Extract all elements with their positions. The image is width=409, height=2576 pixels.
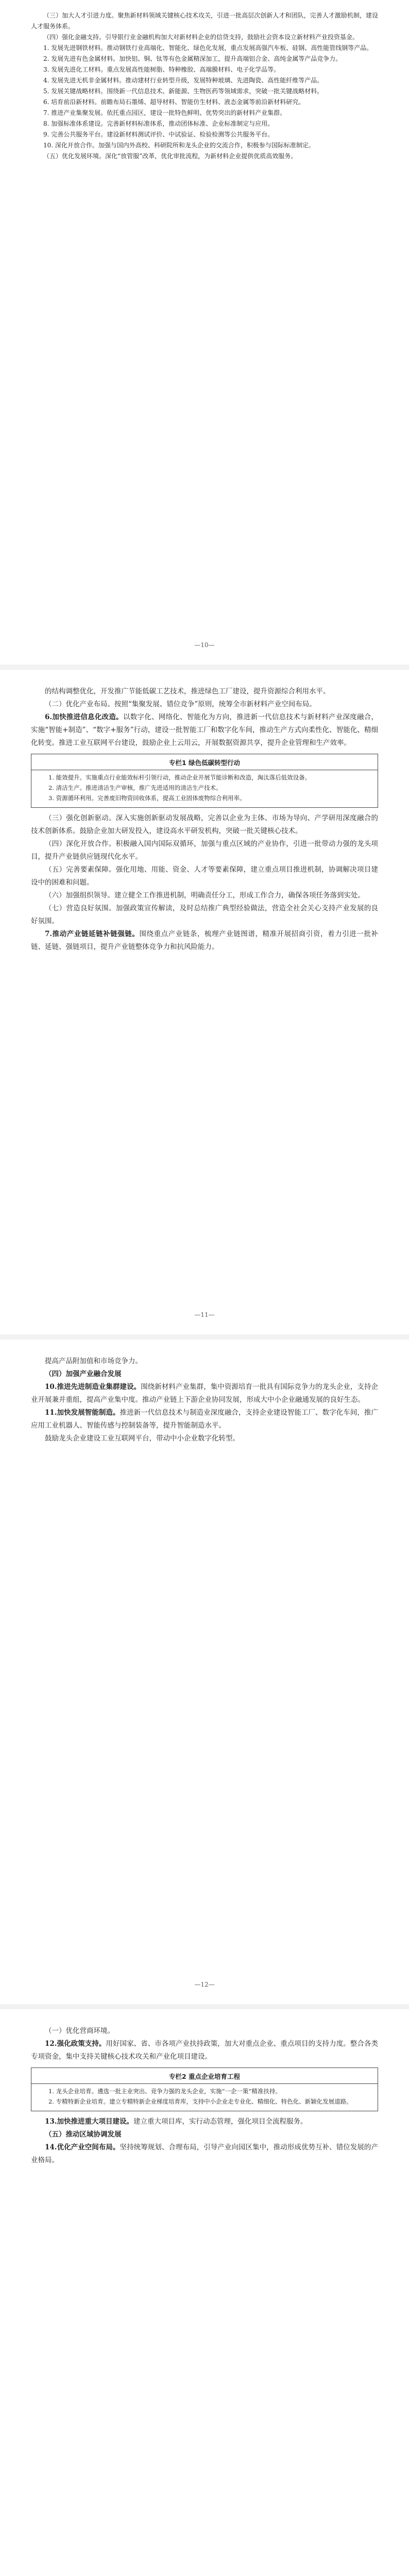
page-content xyxy=(31,1355,378,1445)
paragraph-lead: 13.加快推进重大项目建设。 xyxy=(45,2117,133,2126)
paragraph-text: 以数字化、网络化、智能化为方向，推进新一代信息技术与新材料产业深度融合，实施“智能+制造”、“数字+服务”行动，建设一批智能工厂和数字化车间，推动生产方式向柔性化、智能化、精细化转变。推进工业互联网平台建设，鼓励企业上云用云，开展数据资源共享，提升企业管理和生产效率。 xyxy=(31,713,379,747)
page-content xyxy=(31,685,378,954)
paragraph xyxy=(31,2115,378,2128)
paragraph: 9. 完善公共服务平台。建设新材料测试评价、中试验证、检验检测等公共服务平台。 xyxy=(43,131,274,138)
paragraph: 3. 发展先进化工材料。重点发展高性能树脂、特种橡胶、高端膜材料、电子化学品等。 xyxy=(43,66,280,73)
paragraph-text: 推进新一代信息技术与制造业深度融合，支持企业建设智能工厂、数字化车间，推广应用工业机器人、智能传感与控制装备等，提升智能制造水平。 xyxy=(31,1409,378,1430)
paragraph: （一）优化营商环境。 xyxy=(45,2027,114,2035)
section-heading: （四）加强产业融合发展 xyxy=(45,1370,122,1378)
paragraph xyxy=(31,1381,378,1406)
box-item: 1. 能效提升。实施重点行业能效标杆引领行动，推动企业开展节能诊断和改造，淘汰落后低效设备。 xyxy=(48,774,311,781)
paragraph xyxy=(31,928,378,954)
paragraph: （七）营造良好氛围。加强政策宣传解读，及时总结推广典型经验做法，营造全社会关心支持产业发展的良好氛围。 xyxy=(31,904,378,925)
paragraph: 2. 发展先进有色金属材料。加快铝、铜、钛等有色金属精深加工，提升高端铝合金、高纯金属等产品竞争力。 xyxy=(43,55,342,62)
box-item: 1. 龙头企业培育。遴选一批主业突出、竞争力强的龙头企业，实施“一企一策”精准扶持。 xyxy=(48,2088,281,2095)
page-content xyxy=(31,10,378,162)
page-number: —12— xyxy=(194,1981,215,1988)
paragraph: 1. 发展先进钢铁材料。推动钢铁行业高端化、智能化、绿色化发展，重点发展高强汽车板、硅钢、高性能管线钢等产品。 xyxy=(43,44,373,52)
paragraph: （六）加强组织领导。建立健全工作推进机制，明确责任分工，形成工作合力，确保各项任务落到实处。 xyxy=(45,891,365,900)
page-content xyxy=(31,2025,378,2167)
box-item: 2. 专精特新企业培育。建立专精特新企业梯度培育库，支持中小企业走专业化、精细化、特色化、新颖化发展道路。 xyxy=(48,2098,352,2105)
page-number: —11— xyxy=(194,1311,215,1318)
paragraph: 10. 深化开放合作。加强与国内外高校、科研院所和龙头企业的交流合作，积极参与国际标准制定。 xyxy=(43,142,315,149)
paragraph: 7. 推进产业集聚发展。依托重点园区，建设一批特色鲜明、优势突出的新材料产业集群。 xyxy=(43,109,286,116)
paragraph-text: 用好国家、省、市各项产业扶持政策，加大对重点企业、重点项目的支持力度。整合各类专项资金，集中支持关键核心技术攻关和产业化项目建设。 xyxy=(31,2040,378,2061)
page-separator xyxy=(0,1334,409,1340)
paragraph: （三）强化创新驱动。深入实施创新驱动发展战略，完善以企业为主体、市场为导向、产学研用深度融合的技术创新体系。鼓励企业加大研发投入，建设高水平研发机构，突破一批关键核心技术。 xyxy=(31,814,378,835)
page-separator xyxy=(0,665,409,670)
paragraph xyxy=(31,1406,378,1432)
paragraph-text: 建立重大项目库，实行动态管理，强化项目全流程服务。 xyxy=(133,2117,308,2126)
page-separator xyxy=(0,2004,409,2009)
sidebar-box xyxy=(31,2067,378,2111)
paragraph: 的结构调整优化，开发推广节能低碳工艺技术，推进绿色工厂建设，提升资源综合利用水平。 xyxy=(45,687,330,696)
section-heading: （五）推动区域协调发展 xyxy=(45,2130,122,2139)
paragraph-lead: 6.加快推进信息化改造。 xyxy=(45,713,123,721)
paragraph: 8. 加强标准体系建设。完善新材料标准体系，推动团体标准、企业标准制定与应用。 xyxy=(43,120,274,127)
paragraph xyxy=(31,2141,378,2167)
paragraph: 提高产品附加值和市场竞争力。 xyxy=(45,1357,142,1365)
paragraph: 6. 培育前沿新材料。前瞻布局石墨烯、超导材料、智能仿生材料、液态金属等前沿新材料研究。 xyxy=(43,98,305,106)
paragraph-lead: 12.强化政策支持。 xyxy=(45,2040,106,2048)
paragraph: （二）优化产业布局。按照“集聚发展、错位竞争”原则，统筹全市新材料产业空间布局。 xyxy=(45,700,316,708)
paragraph-lead: 11.加快发展智能制造。 xyxy=(45,1409,120,1417)
sidebar-box xyxy=(31,754,378,808)
paragraph: （四）深化开放合作。积极融入国内国际双循环，加强与重点区域的产业协作，引进一批带动力强的龙头项目，提升产业链供应链现代化水平。 xyxy=(31,840,378,861)
paragraph-text: 坚持统筹规划、合理布局，引导产业向园区集中，推动形成优势互补、错位发展的产业格局。 xyxy=(31,2143,378,2164)
box-item: 3. 资源循环利用。完善废旧物资回收体系，提高工业固体废物综合利用率。 xyxy=(48,794,246,802)
paragraph: （五）优化发展环境。深化“放管服”改革，优化审批流程，为新材料企业提供优质高效服务。 xyxy=(43,152,297,160)
paragraph: 5. 发展关键战略材料。围绕新一代信息技术、新能源、生物医药等领域需求，突破一批关键战略材料。 xyxy=(43,88,323,95)
paragraph xyxy=(31,711,378,750)
paragraph-lead: 10.推进先进制造业集群建设。 xyxy=(45,1383,141,1391)
page-number: —10— xyxy=(194,641,215,649)
paragraph-lead: 14.优化产业空间布局。 xyxy=(45,2143,120,2151)
box-title: 专栏1 绿色低碳转型行动 xyxy=(31,756,378,770)
paragraph-text: 围绕重点产业链条，梳理产业链图谱，精准开展招商引资，着力引进一批补链、延链、强链项目，提升产业链整体竞争力和抗风险能力。 xyxy=(31,930,379,951)
paragraph: （四）强化金融支持。引导银行业金融机构加大对新材料企业的信贷支持，鼓励社会资本设立新材料产业投资基金。 xyxy=(43,33,359,41)
paragraph: （三）加大人才引进力度。聚焦新材料领域关键核心技术攻关，引进一批高层次创新人才和团队，完善人才激励机制，建设人才服务体系。 xyxy=(31,12,378,30)
paragraph: （五）完善要素保障。强化用地、用能、资金、人才等要素保障，建立重点项目推进机制，协调解决项目建设中的困难和问题。 xyxy=(31,866,378,887)
box-item: 2. 清洁生产。推进清洁生产审核，推广先进适用的清洁生产技术。 xyxy=(48,784,222,791)
box-title: 专栏2 重点企业培育工程 xyxy=(31,2070,378,2084)
paragraph-text: 围绕新材料产业集群，集中资源培育一批具有国际竞争力的龙头企业，支持企业开展兼并重组，提高产业集中度。推动产业链上下游企业协同发展，形成大中小企业融通发展的良好生态。 xyxy=(31,1383,378,1404)
paragraph xyxy=(31,2038,378,2063)
paragraph-lead: 7.推动产业链延链补链强链。 xyxy=(45,930,140,938)
paragraph: 鼓励龙头企业建设工业互联网平台，带动中小企业数字化转型。 xyxy=(45,1434,240,1443)
paragraph: 4. 发展先进无机非金属材料。推动建材行业转型升级，发展特种玻璃、先进陶瓷、高性能纤维等产品。 xyxy=(43,77,323,84)
